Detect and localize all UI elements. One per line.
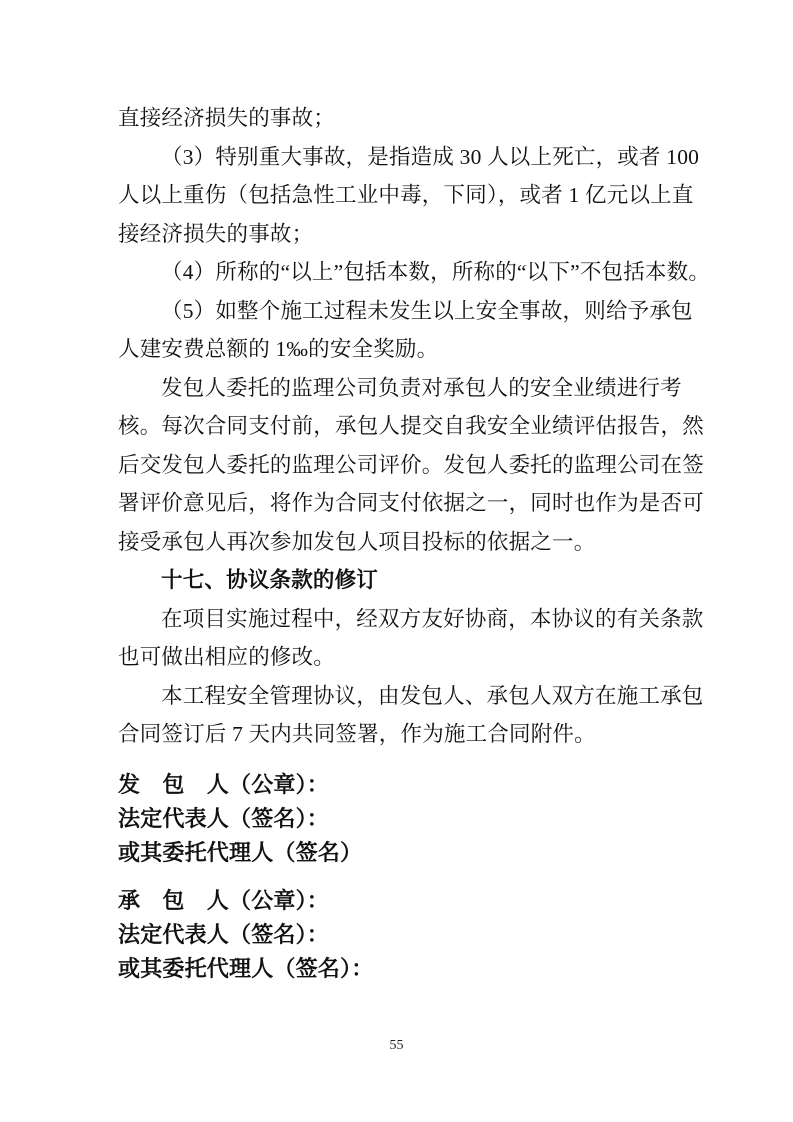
body-line: （4）所称的“以上”包括本数，所称的“以下”不包括本数。 — [161, 260, 711, 284]
body-line: 人建安费总额的 1‰的安全奖励。 — [118, 337, 439, 361]
body-line: （3）特别重大事故，是指造成 30 人以上死亡，或者 100 — [161, 144, 700, 169]
body-line: 发包人委托的监理公司负责对承包人的安全业绩进行考 — [161, 375, 682, 400]
signature-line: 法定代表人（签名）： — [118, 805, 330, 831]
body-line: 在项目实施过程中，经双方友好协商，本协议的有关条款 — [161, 606, 704, 631]
body-line: 接经济损失的事故； — [118, 221, 314, 246]
body-line: 人以上重伤（包括急性工业中毒，下同），或者 1 亿元以上直 — [118, 183, 694, 207]
section-heading: 十七、协议条款的修订 — [161, 568, 379, 592]
body-line: 本工程安全管理协议，由发包人、承包人双方在施工承包 — [161, 683, 704, 708]
signature-line: 发 包 人（公章）： — [118, 771, 330, 797]
body-line: 直接经济损失的事故； — [118, 106, 336, 130]
body-line: 接受承包人再次参加发包人项目投标的依据之一。 — [118, 529, 596, 554]
signature-line: 或其委托代理人（签名）： — [118, 955, 374, 981]
body-line: 后交发包人委托的监理公司评价。发包人委托的监理公司在签 — [118, 452, 704, 477]
body-line: 也可做出相应的修改。 — [118, 645, 336, 669]
signature-line: 法定代表人（签名）： — [118, 921, 330, 947]
signature-line: 承 包 人（公章）： — [118, 887, 330, 913]
body-line: 署评价意见后，将作为合同支付依据之一，同时也作为是否可 — [118, 491, 704, 515]
body-line: 合同签订后 7 天内共同签署，作为施工合同附件。 — [118, 722, 596, 746]
body-line: （5）如整个施工过程未发生以上安全事故，则给予承包 — [161, 298, 693, 323]
contractor-signature-block — [118, 884, 678, 986]
contract-body — [118, 99, 711, 986]
employer-signature-block — [118, 768, 678, 870]
page-number: 55 — [389, 1038, 404, 1053]
body-line: 核。每次合同支付前，承包人提交自我安全业绩评估报告，然 — [118, 414, 704, 438]
signature-line: 或其委托代理人（签名） — [118, 839, 363, 865]
